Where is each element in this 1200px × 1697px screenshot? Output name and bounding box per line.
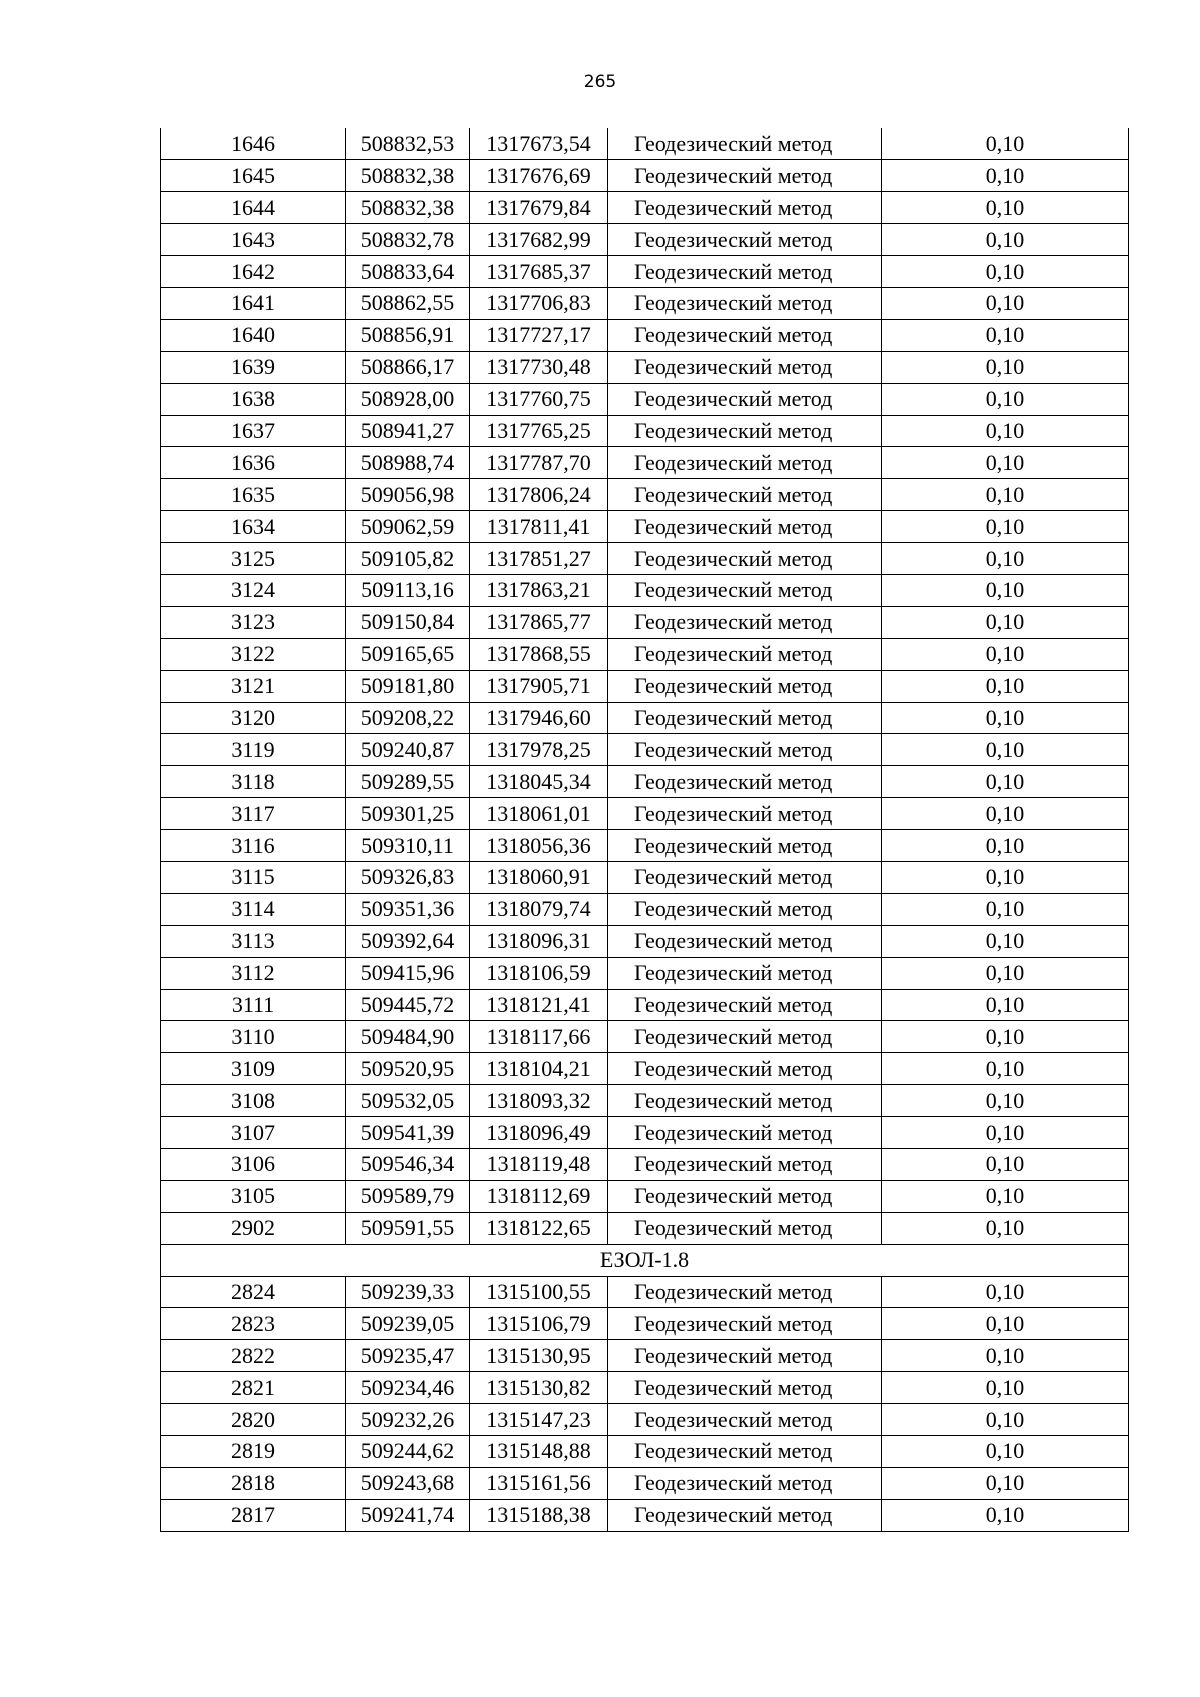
point-number-cell: 3113 bbox=[161, 925, 346, 957]
accuracy-cell: 0,10 bbox=[882, 1308, 1129, 1340]
table-row bbox=[161, 256, 1129, 288]
x-coordinate-cell: 508832,38 bbox=[346, 192, 470, 224]
method-cell: Геодезический метод bbox=[608, 702, 882, 734]
y-coordinate-cell: 1315188,38 bbox=[470, 1499, 608, 1531]
table-row bbox=[161, 830, 1129, 862]
x-coordinate-cell: 509241,74 bbox=[346, 1499, 470, 1531]
x-coordinate-cell: 509105,82 bbox=[346, 543, 470, 575]
method-cell: Геодезический метод bbox=[608, 989, 882, 1021]
point-number-cell: 2823 bbox=[161, 1308, 346, 1340]
table-row bbox=[161, 798, 1129, 830]
accuracy-cell: 0,10 bbox=[882, 957, 1129, 989]
y-coordinate-cell: 1317863,21 bbox=[470, 574, 608, 606]
table-row bbox=[161, 383, 1129, 415]
x-coordinate-cell: 509232,26 bbox=[346, 1404, 470, 1436]
y-coordinate-cell: 1318119,48 bbox=[470, 1149, 608, 1181]
y-coordinate-cell: 1317727,17 bbox=[470, 319, 608, 351]
x-coordinate-cell: 509165,65 bbox=[346, 638, 470, 670]
method-cell: Геодезический метод bbox=[608, 415, 882, 447]
y-coordinate-cell: 1317946,60 bbox=[470, 702, 608, 734]
method-cell: Геодезический метод bbox=[608, 1149, 882, 1181]
y-coordinate-cell: 1318096,31 bbox=[470, 925, 608, 957]
method-cell: Геодезический метод bbox=[608, 128, 882, 160]
method-cell: Геодезический метод bbox=[608, 1117, 882, 1149]
accuracy-cell: 0,10 bbox=[882, 606, 1129, 638]
accuracy-cell: 0,10 bbox=[882, 128, 1129, 160]
x-coordinate-cell: 509392,64 bbox=[346, 925, 470, 957]
table-row bbox=[161, 734, 1129, 766]
section-title: ЕЗОЛ-1.8 bbox=[161, 1244, 1129, 1276]
accuracy-cell: 0,10 bbox=[882, 798, 1129, 830]
y-coordinate-cell: 1317978,25 bbox=[470, 734, 608, 766]
point-number-cell: 3118 bbox=[161, 766, 346, 798]
accuracy-cell: 0,10 bbox=[882, 1117, 1129, 1149]
x-coordinate-cell: 509546,34 bbox=[346, 1149, 470, 1181]
x-coordinate-cell: 509310,11 bbox=[346, 830, 470, 862]
method-cell: Геодезический метод bbox=[608, 1404, 882, 1436]
table-row bbox=[161, 1149, 1129, 1181]
method-cell: Геодезический метод bbox=[608, 479, 882, 511]
y-coordinate-cell: 1315130,82 bbox=[470, 1372, 608, 1404]
x-coordinate-cell: 509301,25 bbox=[346, 798, 470, 830]
y-coordinate-cell: 1317811,41 bbox=[470, 511, 608, 543]
method-cell: Геодезический метод bbox=[608, 957, 882, 989]
accuracy-cell: 0,10 bbox=[882, 1436, 1129, 1468]
point-number-cell: 2824 bbox=[161, 1276, 346, 1308]
y-coordinate-cell: 1315106,79 bbox=[470, 1308, 608, 1340]
y-coordinate-cell: 1317765,25 bbox=[470, 415, 608, 447]
coordinates-table-body bbox=[161, 128, 1129, 1531]
x-coordinate-cell: 509326,83 bbox=[346, 861, 470, 893]
table-row bbox=[161, 1340, 1129, 1372]
y-coordinate-cell: 1318112,69 bbox=[470, 1180, 608, 1212]
method-cell: Геодезический метод bbox=[608, 638, 882, 670]
point-number-cell: 3122 bbox=[161, 638, 346, 670]
x-coordinate-cell: 509520,95 bbox=[346, 1053, 470, 1085]
x-coordinate-cell: 509445,72 bbox=[346, 989, 470, 1021]
method-cell: Геодезический метод bbox=[608, 383, 882, 415]
accuracy-cell: 0,10 bbox=[882, 830, 1129, 862]
accuracy-cell: 0,10 bbox=[882, 1053, 1129, 1085]
table-row bbox=[161, 957, 1129, 989]
y-coordinate-cell: 1317676,69 bbox=[470, 160, 608, 192]
table-row bbox=[161, 1372, 1129, 1404]
table-row bbox=[161, 1404, 1129, 1436]
x-coordinate-cell: 508928,00 bbox=[346, 383, 470, 415]
table-row bbox=[161, 319, 1129, 351]
x-coordinate-cell: 509113,16 bbox=[346, 574, 470, 606]
y-coordinate-cell: 1317806,24 bbox=[470, 479, 608, 511]
accuracy-cell: 0,10 bbox=[882, 574, 1129, 606]
accuracy-cell: 0,10 bbox=[882, 192, 1129, 224]
accuracy-cell: 0,10 bbox=[882, 160, 1129, 192]
y-coordinate-cell: 1317851,27 bbox=[470, 543, 608, 575]
accuracy-cell: 0,10 bbox=[882, 925, 1129, 957]
accuracy-cell: 0,10 bbox=[882, 479, 1129, 511]
x-coordinate-cell: 508832,38 bbox=[346, 160, 470, 192]
y-coordinate-cell: 1318079,74 bbox=[470, 893, 608, 925]
method-cell: Геодезический метод bbox=[608, 830, 882, 862]
page-number: 265 bbox=[583, 72, 617, 92]
accuracy-cell: 0,10 bbox=[882, 893, 1129, 925]
accuracy-cell: 0,10 bbox=[882, 734, 1129, 766]
accuracy-cell: 0,10 bbox=[882, 670, 1129, 702]
coordinates-table bbox=[160, 128, 1129, 1532]
y-coordinate-cell: 1317673,54 bbox=[470, 128, 608, 160]
accuracy-cell: 0,10 bbox=[882, 1404, 1129, 1436]
method-cell: Геодезический метод bbox=[608, 766, 882, 798]
table-row bbox=[161, 224, 1129, 256]
method-cell: Геодезический метод bbox=[608, 160, 882, 192]
x-coordinate-cell: 508833,64 bbox=[346, 256, 470, 288]
table-row bbox=[161, 1467, 1129, 1499]
table-row bbox=[161, 670, 1129, 702]
point-number-cell: 1644 bbox=[161, 192, 346, 224]
y-coordinate-cell: 1318045,34 bbox=[470, 766, 608, 798]
y-coordinate-cell: 1318096,49 bbox=[470, 1117, 608, 1149]
method-cell: Геодезический метод bbox=[608, 925, 882, 957]
y-coordinate-cell: 1317706,83 bbox=[470, 287, 608, 319]
point-number-cell: 3121 bbox=[161, 670, 346, 702]
accuracy-cell: 0,10 bbox=[882, 1021, 1129, 1053]
x-coordinate-cell: 509239,05 bbox=[346, 1308, 470, 1340]
accuracy-cell: 0,10 bbox=[882, 1180, 1129, 1212]
table-row bbox=[161, 925, 1129, 957]
x-coordinate-cell: 508988,74 bbox=[346, 447, 470, 479]
y-coordinate-cell: 1318093,32 bbox=[470, 1085, 608, 1117]
method-cell: Геодезический метод bbox=[608, 606, 882, 638]
x-coordinate-cell: 508832,78 bbox=[346, 224, 470, 256]
point-number-cell: 1640 bbox=[161, 319, 346, 351]
y-coordinate-cell: 1318056,36 bbox=[470, 830, 608, 862]
table-row bbox=[161, 702, 1129, 734]
table-row bbox=[161, 861, 1129, 893]
y-coordinate-cell: 1315148,88 bbox=[470, 1436, 608, 1468]
point-number-cell: 1634 bbox=[161, 511, 346, 543]
point-number-cell: 1642 bbox=[161, 256, 346, 288]
table-row bbox=[161, 893, 1129, 925]
point-number-cell: 3124 bbox=[161, 574, 346, 606]
accuracy-cell: 0,10 bbox=[882, 702, 1129, 734]
point-number-cell: 3109 bbox=[161, 1053, 346, 1085]
y-coordinate-cell: 1318104,21 bbox=[470, 1053, 608, 1085]
accuracy-cell: 0,10 bbox=[882, 1212, 1129, 1244]
accuracy-cell: 0,10 bbox=[882, 511, 1129, 543]
table-row bbox=[161, 479, 1129, 511]
x-coordinate-cell: 508941,27 bbox=[346, 415, 470, 447]
y-coordinate-cell: 1317787,70 bbox=[470, 447, 608, 479]
x-coordinate-cell: 509541,39 bbox=[346, 1117, 470, 1149]
x-coordinate-cell: 509234,46 bbox=[346, 1372, 470, 1404]
x-coordinate-cell: 509591,55 bbox=[346, 1212, 470, 1244]
table-row bbox=[161, 1117, 1129, 1149]
method-cell: Геодезический метод bbox=[608, 224, 882, 256]
x-coordinate-cell: 509235,47 bbox=[346, 1340, 470, 1372]
point-number-cell: 3117 bbox=[161, 798, 346, 830]
y-coordinate-cell: 1317868,55 bbox=[470, 638, 608, 670]
method-cell: Геодезический метод bbox=[608, 734, 882, 766]
x-coordinate-cell: 509484,90 bbox=[346, 1021, 470, 1053]
table-row bbox=[161, 287, 1129, 319]
point-number-cell: 2822 bbox=[161, 1340, 346, 1372]
method-cell: Геодезический метод bbox=[608, 1308, 882, 1340]
y-coordinate-cell: 1317685,37 bbox=[470, 256, 608, 288]
x-coordinate-cell: 509056,98 bbox=[346, 479, 470, 511]
y-coordinate-cell: 1318117,66 bbox=[470, 1021, 608, 1053]
y-coordinate-cell: 1315130,95 bbox=[470, 1340, 608, 1372]
point-number-cell: 3108 bbox=[161, 1085, 346, 1117]
point-number-cell: 1645 bbox=[161, 160, 346, 192]
point-number-cell: 1637 bbox=[161, 415, 346, 447]
table-row bbox=[161, 447, 1129, 479]
x-coordinate-cell: 509244,62 bbox=[346, 1436, 470, 1468]
accuracy-cell: 0,10 bbox=[882, 1372, 1129, 1404]
point-number-cell: 3120 bbox=[161, 702, 346, 734]
point-number-cell: 3123 bbox=[161, 606, 346, 638]
accuracy-cell: 0,10 bbox=[882, 287, 1129, 319]
table-row bbox=[161, 1021, 1129, 1053]
point-number-cell: 3107 bbox=[161, 1117, 346, 1149]
y-coordinate-cell: 1318060,91 bbox=[470, 861, 608, 893]
point-number-cell: 3106 bbox=[161, 1149, 346, 1181]
table-row bbox=[161, 638, 1129, 670]
accuracy-cell: 0,10 bbox=[882, 224, 1129, 256]
x-coordinate-cell: 508832,53 bbox=[346, 128, 470, 160]
y-coordinate-cell: 1317730,48 bbox=[470, 351, 608, 383]
y-coordinate-cell: 1317682,99 bbox=[470, 224, 608, 256]
table-row bbox=[161, 1276, 1129, 1308]
table-row bbox=[161, 511, 1129, 543]
x-coordinate-cell: 509351,36 bbox=[346, 893, 470, 925]
y-coordinate-cell: 1317865,77 bbox=[470, 606, 608, 638]
y-coordinate-cell: 1315100,55 bbox=[470, 1276, 608, 1308]
point-number-cell: 1636 bbox=[161, 447, 346, 479]
y-coordinate-cell: 1318121,41 bbox=[470, 989, 608, 1021]
method-cell: Геодезический метод bbox=[608, 1180, 882, 1212]
method-cell: Геодезический метод bbox=[608, 670, 882, 702]
point-number-cell: 3115 bbox=[161, 861, 346, 893]
method-cell: Геодезический метод bbox=[608, 1021, 882, 1053]
accuracy-cell: 0,10 bbox=[882, 638, 1129, 670]
method-cell: Геодезический метод bbox=[608, 192, 882, 224]
point-number-cell: 2817 bbox=[161, 1499, 346, 1531]
x-coordinate-cell: 508856,91 bbox=[346, 319, 470, 351]
accuracy-cell: 0,10 bbox=[882, 351, 1129, 383]
table-row bbox=[161, 1499, 1129, 1531]
accuracy-cell: 0,10 bbox=[882, 415, 1129, 447]
y-coordinate-cell: 1318061,01 bbox=[470, 798, 608, 830]
table-row bbox=[161, 1053, 1129, 1085]
accuracy-cell: 0,10 bbox=[882, 1499, 1129, 1531]
method-cell: Геодезический метод bbox=[608, 574, 882, 606]
y-coordinate-cell: 1315147,23 bbox=[470, 1404, 608, 1436]
point-number-cell: 1635 bbox=[161, 479, 346, 511]
y-coordinate-cell: 1317905,71 bbox=[470, 670, 608, 702]
method-cell: Геодезический метод bbox=[608, 861, 882, 893]
method-cell: Геодезический метод bbox=[608, 351, 882, 383]
accuracy-cell: 0,10 bbox=[882, 1276, 1129, 1308]
point-number-cell: 2902 bbox=[161, 1212, 346, 1244]
point-number-cell: 3112 bbox=[161, 957, 346, 989]
accuracy-cell: 0,10 bbox=[882, 766, 1129, 798]
table-row bbox=[161, 351, 1129, 383]
accuracy-cell: 0,10 bbox=[882, 543, 1129, 575]
x-coordinate-cell: 509240,87 bbox=[346, 734, 470, 766]
method-cell: Геодезический метод bbox=[608, 256, 882, 288]
method-cell: Геодезический метод bbox=[608, 798, 882, 830]
table-row bbox=[161, 1180, 1129, 1212]
point-number-cell: 2820 bbox=[161, 1404, 346, 1436]
x-coordinate-cell: 509208,22 bbox=[346, 702, 470, 734]
section-header-row bbox=[161, 1244, 1129, 1276]
method-cell: Геодезический метод bbox=[608, 1436, 882, 1468]
method-cell: Геодезический метод bbox=[608, 1085, 882, 1117]
y-coordinate-cell: 1317679,84 bbox=[470, 192, 608, 224]
accuracy-cell: 0,10 bbox=[882, 1467, 1129, 1499]
method-cell: Геодезический метод bbox=[608, 1340, 882, 1372]
method-cell: Геодезический метод bbox=[608, 893, 882, 925]
point-number-cell: 1641 bbox=[161, 287, 346, 319]
table-row bbox=[161, 415, 1129, 447]
y-coordinate-cell: 1315161,56 bbox=[470, 1467, 608, 1499]
accuracy-cell: 0,10 bbox=[882, 447, 1129, 479]
method-cell: Геодезический метод bbox=[608, 319, 882, 351]
table-row bbox=[161, 1436, 1129, 1468]
table-row bbox=[161, 1085, 1129, 1117]
point-number-cell: 3114 bbox=[161, 893, 346, 925]
point-number-cell: 1643 bbox=[161, 224, 346, 256]
accuracy-cell: 0,10 bbox=[882, 383, 1129, 415]
point-number-cell: 1646 bbox=[161, 128, 346, 160]
method-cell: Геодезический метод bbox=[608, 1276, 882, 1308]
method-cell: Геодезический метод bbox=[608, 1212, 882, 1244]
table-row bbox=[161, 606, 1129, 638]
x-coordinate-cell: 509150,84 bbox=[346, 606, 470, 638]
point-number-cell: 3116 bbox=[161, 830, 346, 862]
accuracy-cell: 0,10 bbox=[882, 256, 1129, 288]
table-row bbox=[161, 543, 1129, 575]
table-row bbox=[161, 192, 1129, 224]
table-row bbox=[161, 128, 1129, 160]
x-coordinate-cell: 509243,68 bbox=[346, 1467, 470, 1499]
accuracy-cell: 0,10 bbox=[882, 1340, 1129, 1372]
accuracy-cell: 0,10 bbox=[882, 1085, 1129, 1117]
method-cell: Геодезический метод bbox=[608, 1467, 882, 1499]
point-number-cell: 2819 bbox=[161, 1436, 346, 1468]
point-number-cell: 2818 bbox=[161, 1467, 346, 1499]
method-cell: Геодезический метод bbox=[608, 1372, 882, 1404]
point-number-cell: 1639 bbox=[161, 351, 346, 383]
accuracy-cell: 0,10 bbox=[882, 989, 1129, 1021]
y-coordinate-cell: 1318106,59 bbox=[470, 957, 608, 989]
method-cell: Геодезический метод bbox=[608, 543, 882, 575]
point-number-cell: 1638 bbox=[161, 383, 346, 415]
method-cell: Геодезический метод bbox=[608, 511, 882, 543]
x-coordinate-cell: 509062,59 bbox=[346, 511, 470, 543]
table-row bbox=[161, 1308, 1129, 1340]
x-coordinate-cell: 509532,05 bbox=[346, 1085, 470, 1117]
point-number-cell: 3111 bbox=[161, 989, 346, 1021]
y-coordinate-cell: 1318122,65 bbox=[470, 1212, 608, 1244]
table-row bbox=[161, 1212, 1129, 1244]
point-number-cell: 3105 bbox=[161, 1180, 346, 1212]
x-coordinate-cell: 509415,96 bbox=[346, 957, 470, 989]
table-row bbox=[161, 574, 1129, 606]
accuracy-cell: 0,10 bbox=[882, 1149, 1129, 1181]
x-coordinate-cell: 508866,17 bbox=[346, 351, 470, 383]
table-row bbox=[161, 160, 1129, 192]
method-cell: Геодезический метод bbox=[608, 447, 882, 479]
x-coordinate-cell: 509181,80 bbox=[346, 670, 470, 702]
x-coordinate-cell: 509289,55 bbox=[346, 766, 470, 798]
y-coordinate-cell: 1317760,75 bbox=[470, 383, 608, 415]
x-coordinate-cell: 509589,79 bbox=[346, 1180, 470, 1212]
point-number-cell: 3119 bbox=[161, 734, 346, 766]
point-number-cell: 2821 bbox=[161, 1372, 346, 1404]
method-cell: Геодезический метод bbox=[608, 287, 882, 319]
x-coordinate-cell: 508862,55 bbox=[346, 287, 470, 319]
method-cell: Геодезический метод bbox=[608, 1499, 882, 1531]
accuracy-cell: 0,10 bbox=[882, 861, 1129, 893]
x-coordinate-cell: 509239,33 bbox=[346, 1276, 470, 1308]
point-number-cell: 3110 bbox=[161, 1021, 346, 1053]
point-number-cell: 3125 bbox=[161, 543, 346, 575]
table-row bbox=[161, 766, 1129, 798]
table-row bbox=[161, 989, 1129, 1021]
accuracy-cell: 0,10 bbox=[882, 319, 1129, 351]
method-cell: Геодезический метод bbox=[608, 1053, 882, 1085]
